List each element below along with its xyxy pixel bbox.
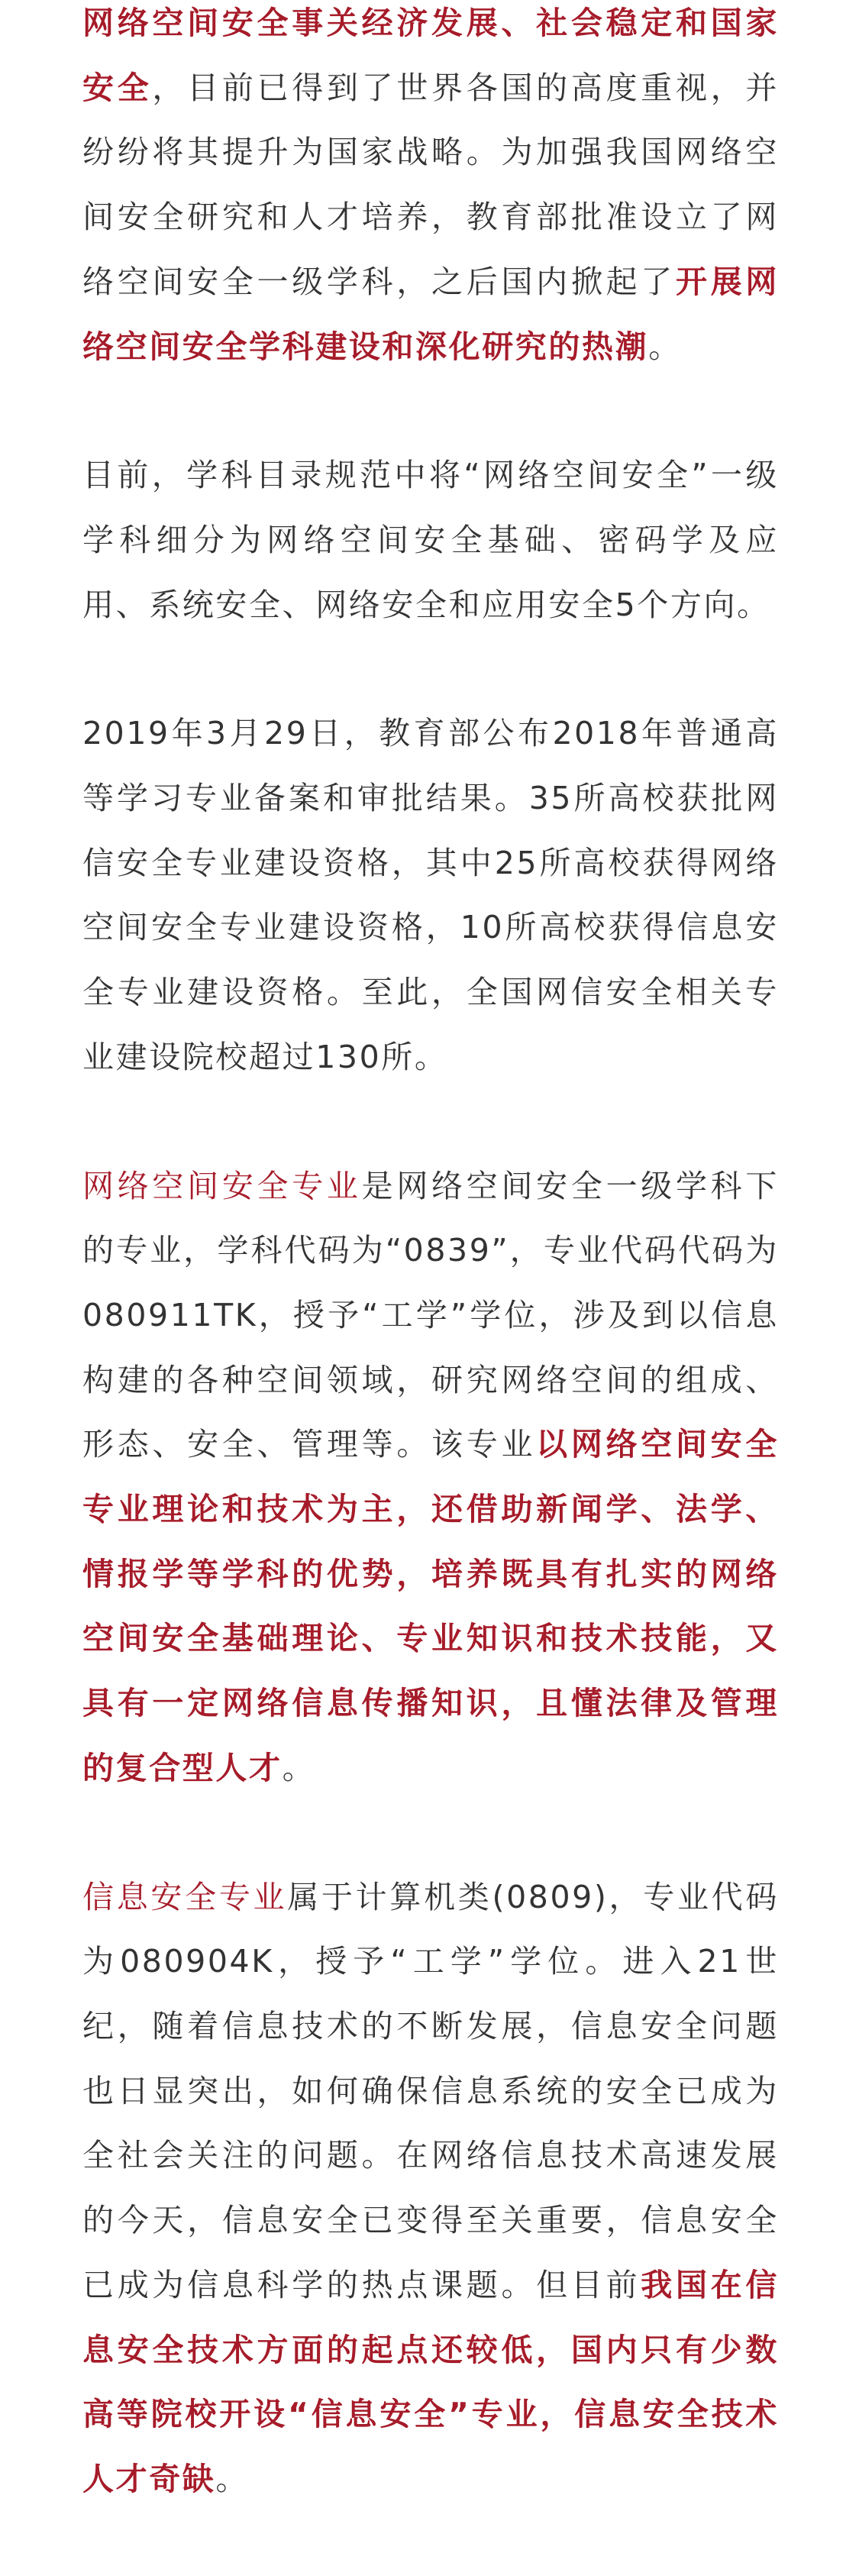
- body-text: ，目前已得到了世界各国的高度重视，并纷纷将其提升为国家战略。为加强我国网络空间安全研究和人才培养，教育部批准设立了网络空间安全一级学科，之后国内掀起了: [82, 69, 779, 300]
- body-text: 2019年3月29日，教育部公布2018年普通高等学习专业备案和审批结果。35所高校获批网信安全专业建设资格，其中25所高校获得网络空间安全专业建设资格，10所高校获得信息安全专业建设资格。至此，全国网信安全相关专业建设院校超过130所。: [82, 715, 779, 1075]
- highlight-text: 信息安全专业: [82, 1878, 288, 1915]
- highlight-text: 网络空间安全专业: [82, 1167, 362, 1204]
- highlight-text: 我国在信息安全技术方面的起点还较低，国内只有少数高等院校开设“信息安全”专业，信息安全技术人才奇缺: [82, 2266, 779, 2497]
- body-text: 是网络空间安全一级学科下的专业，学科代码为“0839”，专业代码代码为080911TK，授予“工学”学位，涉及到以信息构建的各种空间领域，研究网络空间的组成、形态、安全、管理等。该专业: [82, 1167, 779, 1463]
- body-text: 属于计算机类(0809)，专业代码为080904K，授予“工学”学位。进入21世纪，随着信息技术的不断发展，信息安全问题也日显突出，如何确保信息系统的安全已成为全社会关注的问题。在网络信息技术高速发展的今天，信息安全已变得至关重要，信息安全已成为信息科学的热点课题。但目前: [82, 1878, 779, 2303]
- paragraph-information-security-major: [82, 1865, 779, 2512]
- highlight-text: 以网络空间安全专业理论和技术为主，还借助新闻学、法学、情报学等学科的优势，培养既具有扎实的网络空间安全基础理论、专业知识和技术技能，又具有一定网络信息传播知识，且懂法律及管理的复合型人才: [82, 1426, 779, 1786]
- article-body: [82, 0, 779, 2576]
- paragraph-approval-results: [82, 701, 779, 1089]
- body-text: 目前，学科目录规范中将“网络空间安全”一级学科细分为网络空间安全基础、密码学及应用、系统安全、网络安全和应用安全5个方向。: [82, 457, 779, 623]
- paragraph-cyberspace-security-major: [82, 1154, 779, 1801]
- highlight-text: 开展网络空间安全学科建设和深化研究的热潮: [82, 263, 779, 365]
- highlight-text: 网络空间安全事关经济发展、社会稳定和国家安全: [82, 5, 779, 106]
- body-text: 。: [215, 2460, 250, 2497]
- paragraph-discipline-directions: [82, 443, 779, 637]
- body-text: 。: [648, 328, 682, 365]
- body-text: 。: [282, 1749, 316, 1786]
- paragraph-intro: [82, 0, 779, 379]
